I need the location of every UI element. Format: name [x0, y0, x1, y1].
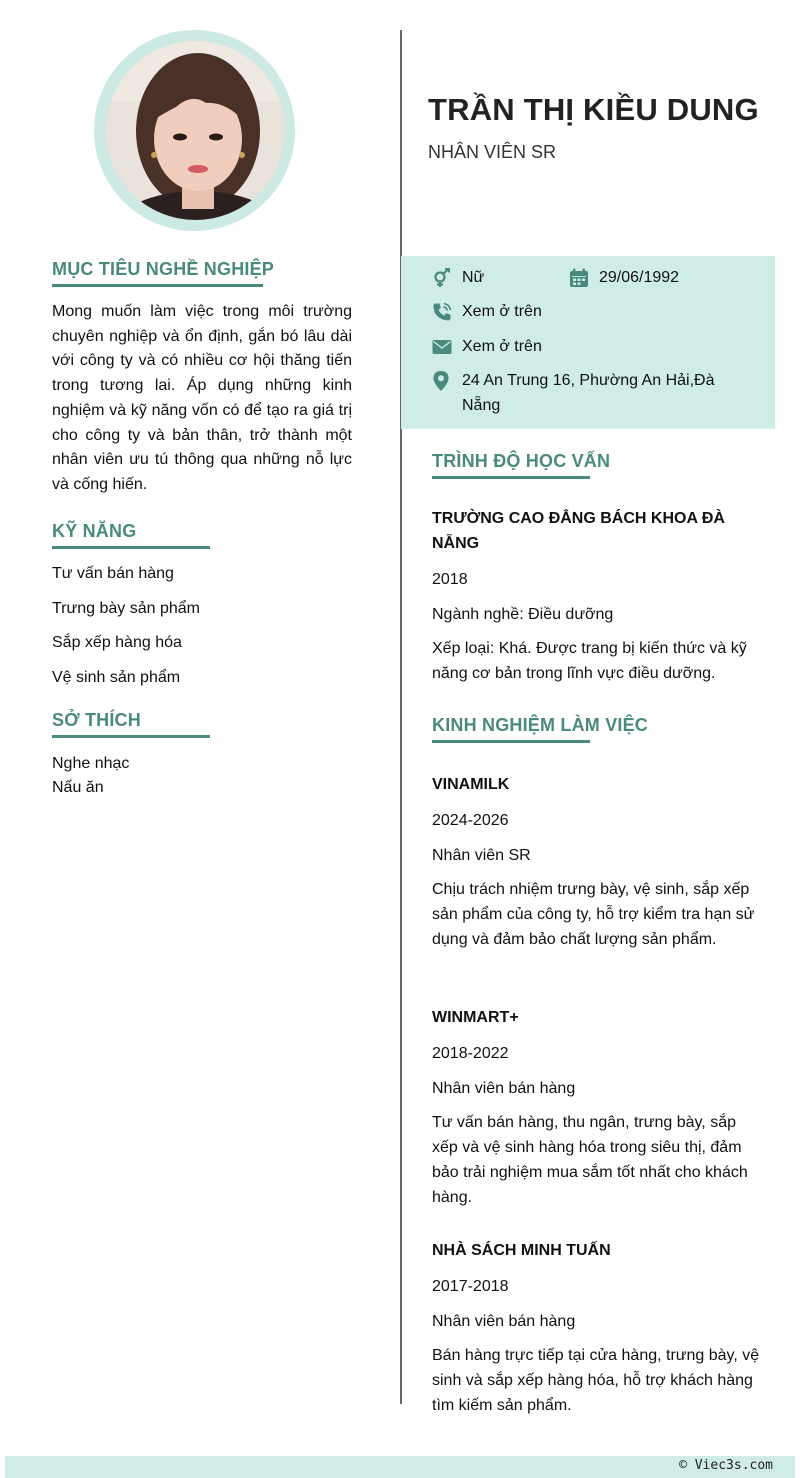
- candidate-role: NHÂN VIÊN SR: [428, 142, 557, 162]
- job-description: Tư vấn bán hàng, thu ngân, trưng bày, sắp xếp và vệ sinh hàng hóa trong siêu thị, đảm bảo trải nghiệm mua sắm tốt nhất cho khách hàng.: [432, 1114, 748, 1206]
- skill-item: Tư vấn bán hàng: [52, 565, 174, 582]
- education-description: Xếp loại: Khá. Được trang bị kiến thức và kỹ năng cơ bản trong lĩnh vực điều dưỡng.: [432, 640, 747, 683]
- job-position: Nhân viên bán hàng: [432, 1312, 576, 1330]
- location-icon: [432, 369, 462, 393]
- job-company: VINAMILK: [432, 776, 510, 793]
- calendar-icon: [569, 266, 599, 290]
- job-company: WINMART+: [432, 1009, 519, 1026]
- email-row: [432, 335, 542, 360]
- objective-section: [52, 259, 352, 498]
- hobbies-section: [52, 710, 352, 800]
- job-item: [432, 1005, 762, 1210]
- education-title: TRÌNH ĐỘ HỌC VẤN: [432, 451, 611, 471]
- gender-icon: [432, 266, 462, 290]
- skills-section: [52, 521, 352, 702]
- education-section: [432, 451, 762, 687]
- contact-panel: [401, 256, 775, 429]
- objective-text: Mong muốn làm việc trong môi trường chuyên nghiệp và ổn định, gắn bó lâu dài với công ty và có nhiều cơ hội thăng tiến trong tương lai. Áp dụng những kinh nghiệm và kỹ năng vốn có để tạo ra giá trị cho công ty và bản thân, trở thành một nhân viên ưu tú thông qua những nỗ lực và cống hiến.: [52, 303, 352, 493]
- footer-bar: [5, 1456, 795, 1478]
- phone-row: [432, 300, 542, 325]
- birthday-value: 29/06/1992: [599, 269, 680, 286]
- gender-value: Nữ: [462, 269, 485, 286]
- birthday-row: [569, 266, 679, 291]
- address-value: 24 An Trung 16, Phường An Hải,Đà Nẵng: [462, 372, 715, 414]
- objective-title: MỤC TIÊU NGHỀ NGHIỆP: [52, 259, 275, 279]
- skill-item: Vệ sinh sản phẩm: [52, 668, 181, 686]
- phone-icon: [432, 300, 462, 324]
- job-period: 2024-2026: [432, 812, 509, 829]
- skills-title-underline: [52, 546, 210, 549]
- job-period: 2017-2018: [432, 1278, 509, 1295]
- education-year: 2018: [432, 571, 468, 588]
- avatar: [106, 41, 285, 220]
- hobby-item: Nghe nhạc: [52, 755, 130, 772]
- footer-copyright[interactable]: © Viec3s.com: [679, 1458, 773, 1473]
- column-divider: [400, 30, 402, 1404]
- job-position: Nhân viên SR: [432, 846, 531, 864]
- hobby-item: Nấu ăn: [52, 779, 104, 796]
- job-position: Nhân viên bán hàng: [432, 1079, 576, 1097]
- candidate-name: TRẦN THỊ KIỀU DUNG: [428, 92, 759, 127]
- hobbies-title-underline: [52, 735, 210, 738]
- skills-title: KỸ NĂNG: [52, 521, 137, 541]
- email-icon: [432, 335, 462, 359]
- skill-item: Sắp xếp hàng hóa: [52, 634, 182, 651]
- job-period: 2018-2022: [432, 1045, 509, 1062]
- address-row: [432, 369, 752, 418]
- job-item: [432, 772, 762, 953]
- job-company: NHÀ SÁCH MINH TUẤN: [432, 1242, 611, 1259]
- gender-row: [432, 266, 484, 291]
- experience-title: KINH NGHIỆM LÀM VIỆC: [432, 715, 649, 735]
- job-item: [432, 1238, 762, 1419]
- objective-title-underline: [52, 284, 263, 287]
- job-description: Bán hàng trực tiếp tại cửa hàng, trưng bày, vệ sinh và sắp xếp hàng hóa, hỗ trợ khách hàng tìm kiếm sản phẩm.: [432, 1347, 760, 1414]
- experience-title-underline: [432, 740, 590, 743]
- phone-value: Xem ở trên: [462, 303, 542, 320]
- education-title-underline: [432, 476, 590, 479]
- skill-item: Trưng bày sản phẩm: [52, 599, 200, 617]
- education-major: Ngành nghề: Điều dưỡng: [432, 605, 614, 623]
- email-value: Xem ở trên: [462, 338, 542, 355]
- education-school: TRƯỜNG CAO ĐẲNG BÁCH KHOA ĐÀ NẴNG: [432, 510, 725, 552]
- job-description: Chịu trách nhiệm trưng bày, vệ sinh, sắp xếp sản phẩm của công ty, hỗ trợ kiểm tra hạn sử dụng và đảm bảo chất lượng sản phẩm.: [432, 881, 755, 948]
- experience-section: [432, 715, 762, 743]
- hobbies-title: SỞ THÍCH: [52, 710, 141, 730]
